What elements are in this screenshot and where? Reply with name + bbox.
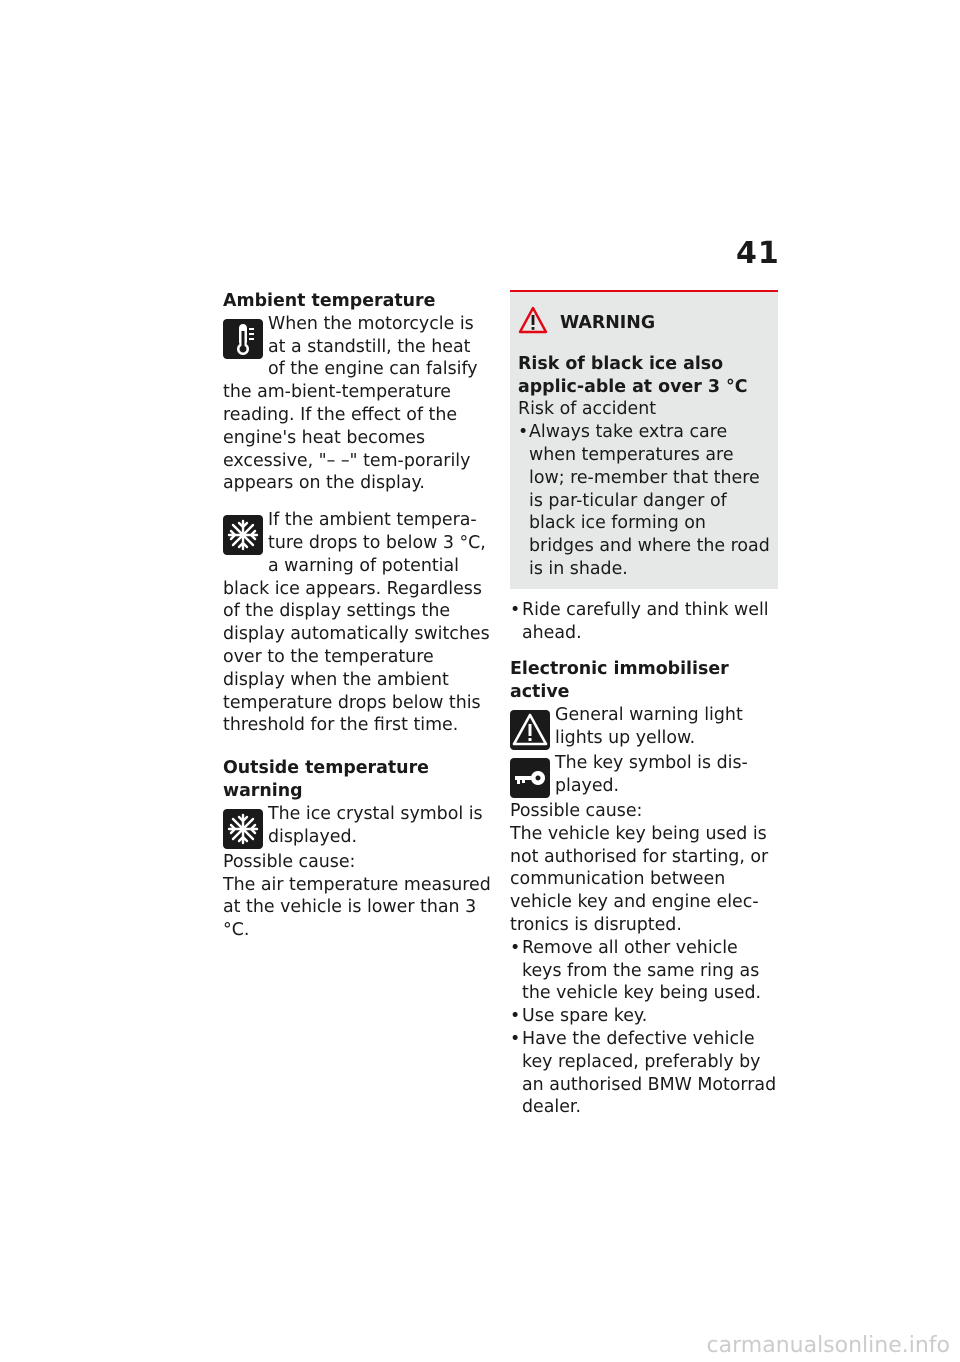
warning-box: [510, 290, 778, 589]
list-item: • Have the defective vehicle key replaced, preferably by an authorised BMW Motorrad dealer.: [510, 1028, 778, 1119]
ambient-temperature-heading: Ambient temperature: [223, 291, 436, 311]
snowflake-icon: [223, 809, 263, 849]
outside-paragraph: The ice crystal symbol is displayed.: [268, 803, 483, 847]
ambient-paragraph-2: If the ambient tempera-ture drops to below 3 °C, a warning of potential black ice appears. Regardless of the display settings the display automatically switches over to the temperature display when the ambient temperature drops below this threshold for the first time.: [223, 510, 490, 736]
cause-text: The vehicle key being used is not authorised for starting, or communication between vehicle key and engine elec-tronics is disrupted.: [510, 823, 769, 935]
warning-bullets: [518, 421, 770, 581]
outside-cause-label: Possible cause:: [223, 851, 356, 872]
immobiliser-paragraph-1: General warning light lights up yellow.: [555, 704, 743, 748]
watermark: carmanualsonline.info: [706, 1333, 950, 1358]
warning-triangle-icon: [518, 306, 548, 341]
page-number: 41: [736, 236, 780, 271]
key-icon: [510, 758, 550, 798]
immobiliser-heading: Electronic immobiliser active: [510, 659, 729, 703]
immobiliser-block-1: [510, 704, 778, 752]
immobiliser-paragraph-2: The key symbol is dis-played.: [555, 752, 748, 796]
warning-triangle-icon: [510, 710, 550, 750]
warning-header: [518, 306, 770, 341]
outside-block: [223, 803, 491, 851]
right-column: [510, 290, 778, 1119]
list-item: • Use spare key.: [510, 1005, 778, 1028]
left-column: [223, 290, 491, 942]
ambient-block-2: [223, 509, 491, 737]
thermometer-icon: [223, 319, 263, 359]
immobiliser-bullets: [510, 937, 778, 1119]
list-item: • Always take extra care when temperatures are low; re-member that there is par-ticular danger of black ice forming on bridges and where the road is in shade.: [518, 421, 770, 581]
outside-cause-text: The air temperature measured at the vehicle is lower than 3 °C.: [223, 874, 491, 941]
after-warning-bullets: [510, 599, 778, 645]
warning-heading: Risk of black ice also applic-able at over 3 °C: [518, 353, 748, 397]
ambient-block-1: [223, 313, 491, 495]
cause-label: Possible cause:: [510, 800, 643, 821]
list-item: • Ride carefully and think well ahead.: [510, 599, 778, 645]
snowflake-icon: [223, 515, 263, 555]
warning-label: WARNING: [560, 313, 656, 333]
outside-temperature-heading: Outside temperature warning: [223, 758, 429, 801]
immobiliser-block-2: [510, 752, 778, 800]
list-item: • Remove all other vehicle keys from the same ring as the vehicle key being used.: [510, 937, 778, 1005]
ambient-paragraph-1: When the motorcycle is at a standstill, the heat of the engine can falsify the am-bient-temperature reading. If the effect of the engine's heat becomes excessive, "– –" tem-porarily appears on the display.: [223, 313, 478, 494]
warning-subtitle: Risk of accident: [518, 399, 657, 420]
